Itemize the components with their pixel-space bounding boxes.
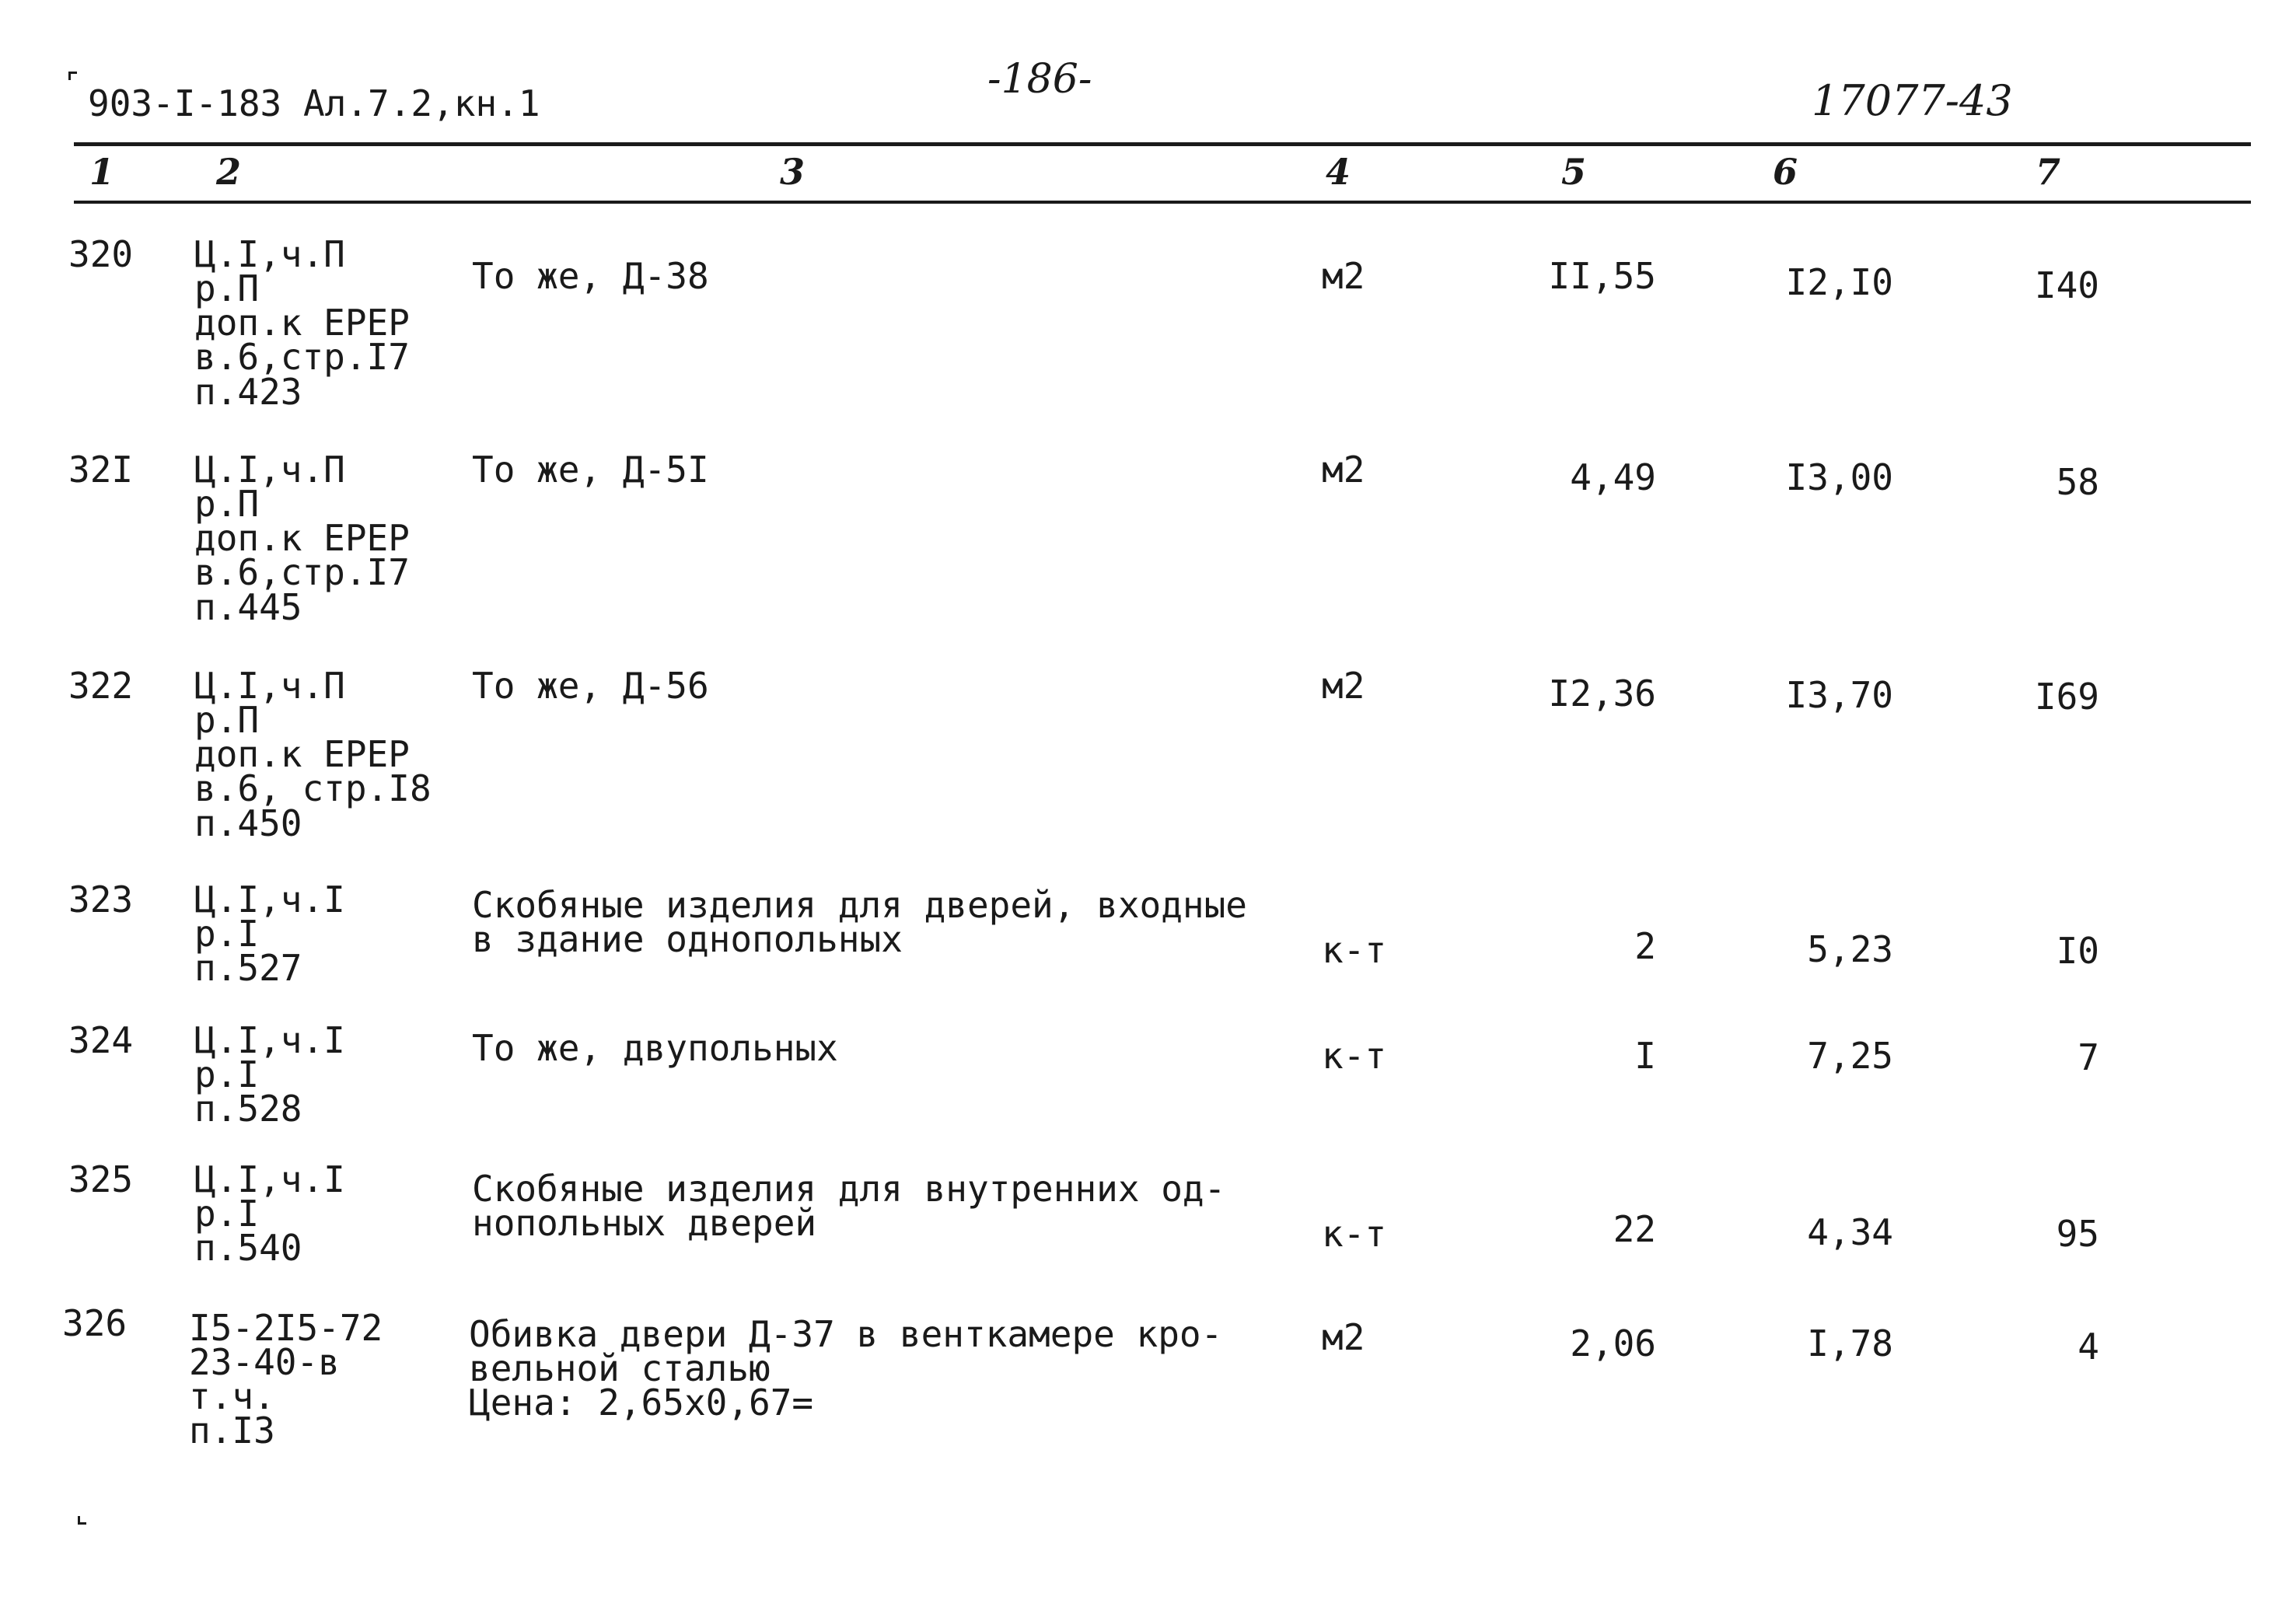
unit: м2 [1322,449,1365,491]
unit: к-т [1322,1213,1387,1255]
quantity: 2 [1634,925,1656,967]
unit-price: 7,25 [1807,1035,1893,1077]
unit: к-т [1322,929,1387,971]
row-number: 324 [68,1019,134,1061]
row-number: 32I [68,449,134,491]
page-number: -186- [987,56,1092,103]
table-row [0,665,2296,871]
item-description: То же, Д-38 [472,255,709,297]
column-number-3: 3 [780,151,806,193]
corner-mark-bottom [78,1516,86,1525]
document-code: 903-I-183 Ал.7.2,кн.1 [88,82,540,124]
price-reference: I5-2I5-72 23-40-в т.ч. п.I3 [189,1307,383,1452]
header-top-rule [74,142,2251,146]
price-reference: Ц.I,ч.П р.П доп.к ЕРЕР в.6,стр.I7 п.445 [194,449,410,628]
inventory-number: 17077-43 [1812,76,2013,125]
unit-price: I3,70 [1785,674,1893,716]
price-reference: Ц.I,ч.I р.I п.540 [194,1158,345,1270]
unit: м2 [1322,1316,1365,1358]
unit-price: 4,34 [1807,1211,1893,1253]
unit: м2 [1322,665,1365,707]
total-cost: I40 [2034,264,2099,306]
table-row [0,1302,2296,1508]
price-reference: Ц.I,ч.I р.I п.527 [194,879,345,990]
corner-mark-top [68,72,77,80]
item-description: Скобяные изделия для дверей, входные в здание однопольных [472,884,1247,961]
row-number: 322 [68,665,134,707]
item-description: То же, двупольных [472,1027,838,1069]
unit-price: I,78 [1807,1322,1893,1364]
total-cost: I69 [2034,676,2099,718]
item-description: Обивка двери Д-37 в венткамере кро- вельной сталью Цена: 2,65х0,67= [469,1313,1223,1424]
unit-price: 5,23 [1807,928,1893,970]
quantity: 22 [1613,1208,1656,1250]
price-reference: Ц.I,ч.П р.П доп.к ЕРЕР в.6,стр.I7 п.423 [194,233,410,413]
column-number-2: 2 [216,151,242,193]
total-cost: 4 [2078,1326,2099,1368]
total-cost: 95 [2056,1213,2099,1255]
table-row [0,233,2296,439]
unit: к-т [1322,1035,1387,1077]
unit-price: I3,00 [1785,456,1893,498]
quantity: I2,36 [1548,672,1656,714]
column-number-1: 1 [89,151,115,193]
column-number-5: 5 [1561,151,1587,193]
column-number-4: 4 [1326,151,1351,193]
total-cost: 58 [2056,461,2099,503]
total-cost: 7 [2078,1036,2099,1078]
table-row [0,449,2296,655]
column-number-7: 7 [2036,151,2061,193]
quantity: 4,49 [1570,456,1656,498]
total-cost: I0 [2056,930,2099,972]
row-number: 323 [68,879,134,921]
row-number: 326 [62,1302,128,1344]
price-reference: Ц.I,ч.I р.I п.528 [194,1019,345,1130]
column-number-6: 6 [1773,151,1798,193]
row-number: 325 [68,1158,134,1200]
quantity: I [1634,1035,1656,1077]
item-description: Скобяные изделия для внутренних од- нопольных дверей [472,1168,1226,1245]
row-number: 320 [68,233,134,275]
unit-price: I2,I0 [1785,261,1893,303]
item-description: То же, Д-5I [472,449,709,491]
unit: м2 [1322,255,1365,297]
quantity: 2,06 [1570,1322,1656,1364]
header-bottom-rule [74,201,2251,204]
item-description: То же, Д-56 [472,665,709,707]
quantity: II,55 [1548,255,1656,297]
price-reference: Ц.I,ч.П р.П доп.к ЕРЕР в.6, стр.I8 п.450 [194,665,432,844]
